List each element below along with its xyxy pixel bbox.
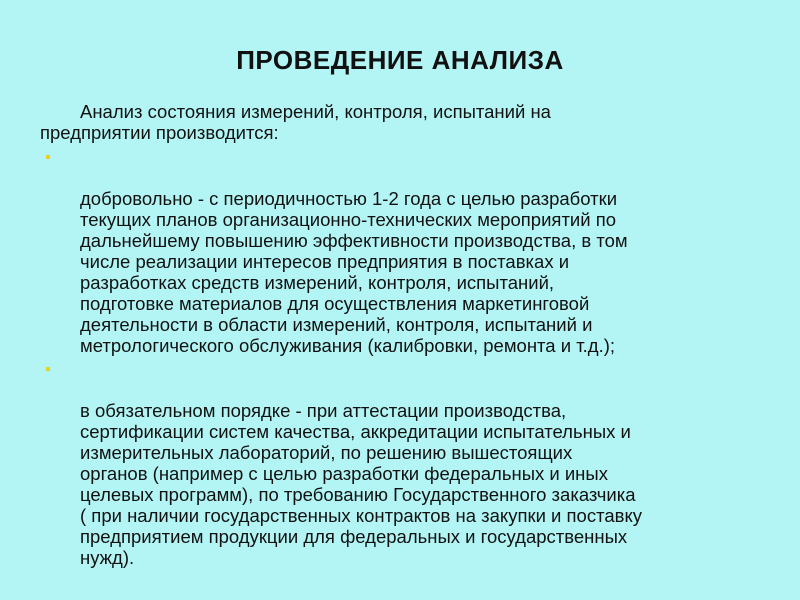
bullet-list	[40, 146, 760, 568]
intro-paragraph: Анализ состояния измерений, контроля, испытаний на предприятии производится:	[40, 101, 551, 143]
list-item	[40, 146, 760, 356]
bullet-text-voluntary: добровольно - с периодичностью 1-2 года с целью разработки текущих планов организационно-технических мероприятий по дальнейшему повышению эффективности производства, в том числе реализации интересов предприятия в поставках и разработках средств измерений, контроля, испытаний, подготовке материалов для осуществления маркетинговой деятельности в области измерений, контроля, испытаний и метрологического обслуживания (калибровки, ремонта и т.д.);	[80, 188, 628, 356]
list-item	[40, 358, 760, 568]
square-bullet-icon	[46, 367, 50, 371]
slide-content	[40, 101, 760, 570]
square-bullet-icon	[46, 155, 50, 159]
intro-block	[0, 101, 760, 143]
bullet-text-mandatory: в обязательном порядке - при аттестации производства, сертификации систем качества, аккредитации испытательных и измерительных лабораторий, по решению вышестоящих органов (например с целью разработки федеральных и иных целевых программ), по требованию Государственного заказчика ( при наличии государственных контрактов на закупки и поставку предприятием продукции для федеральных и государственных нужд).	[80, 400, 643, 568]
slide-title: ПРОВЕДЕНИЕ АНАЛИЗА	[236, 45, 564, 75]
